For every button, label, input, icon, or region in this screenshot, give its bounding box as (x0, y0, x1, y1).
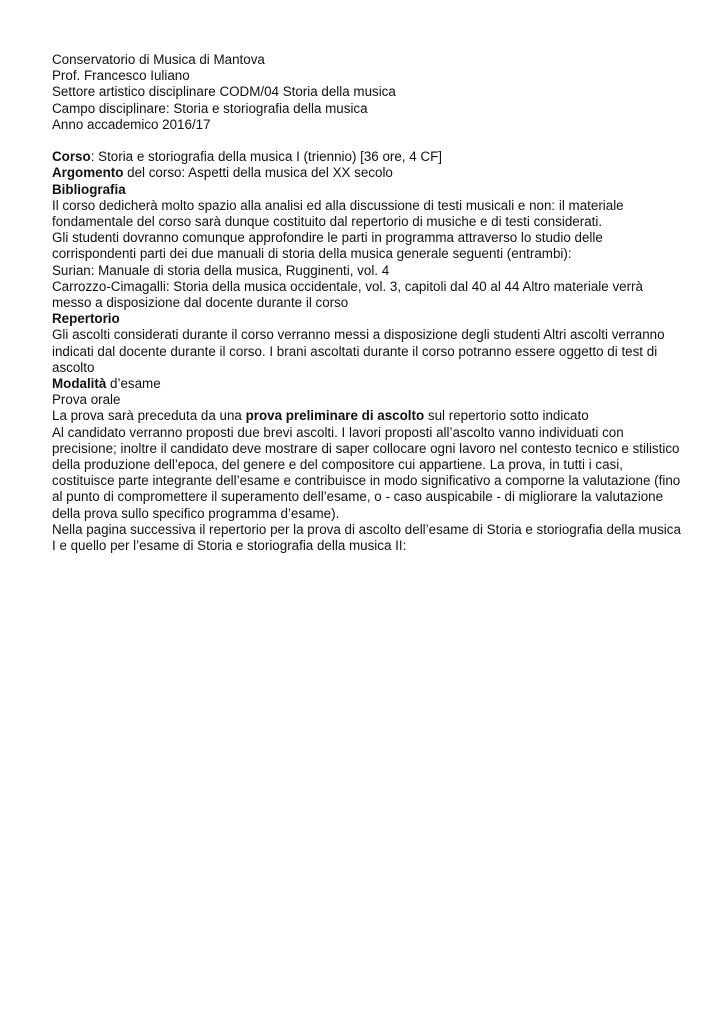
academic-year: Anno accademico 2016/17 (52, 116, 211, 132)
bibliography-reference-2: Carrozzo-Cimagalli: Storia della musica occidentale, vol. 3, capitoli dal 40 al 44 Altro materiale verrà messo a disposizione dal docente durante il corso (52, 278, 643, 311)
topic-text: del corso: Aspetti della musica del XX secolo (123, 165, 393, 181)
exam-heading (52, 376, 682, 392)
document-header (52, 52, 682, 133)
exam-intro-before: La prova sarà preceduta da una (52, 408, 246, 424)
exam-intro-bold: prova preliminare di ascolto (245, 408, 425, 424)
exam-label-rest: d’esame (106, 376, 161, 392)
repertoire-heading: Repertorio (52, 311, 120, 327)
course-line (52, 149, 682, 165)
topic-label: Argomento (52, 165, 124, 181)
spacer (52, 133, 682, 149)
exam-intro (52, 408, 682, 424)
bibliography-paragraph-2: Gli studenti dovranno comunque approfondire le parti in programma attraverso lo studio delle corrispondenti parti dei due manuali di storia della musica generale seguenti (entrambi): (52, 230, 603, 262)
next-page-note: Nella pagina successiva il repertorio per la prova di ascolto dell’esame di Storia e storiografia della musica I e quello per l’esame di Storia e storiografia della musica II: (52, 521, 681, 554)
repertoire-paragraph: Gli ascolti considerati durante il corso verranno messi a disposizione degli studenti Altri ascolti verranno indicati dal docente durante il corso. I brani ascoltati durante il corso potranno essere oggetto di test di ascolto (52, 327, 665, 375)
document-page (52, 52, 682, 554)
bibliography-reference-1: Surian: Manuale di storia della musica, Rugginenti, vol. 4 (52, 262, 390, 278)
discipline-field: Campo disciplinare: Storia e storiografia della musica (52, 100, 368, 116)
bibliography-heading: Bibliografia (52, 181, 126, 197)
course-text: : Storia e storiografia della musica I (triennio) [36 ore, 4 CF] (90, 149, 442, 165)
bibliography-paragraph-1: Il corso dedicherà molto spazio alla analisi ed alla discussione di testi musicali e non: il materiale fondamentale del corso sarà dunque costituito dal repertorio di musiche e di testi considerati. (52, 197, 624, 230)
discipline-sector: Settore artistico disciplinare CODM/04 Storia della musica (52, 84, 396, 100)
exam-description: Al candidato verranno proposti due brevi ascolti. I lavori proposti all’ascolto vanno individuati con precisione; inoltre il candidato deve mostrare di saper collocare ogni lavoro nel contesto tecnico e stilistico della produzione dell’epoca, del genere e del compositore cui appartiene. La prova, in tutti i casi, costituisce parte integrante dell’esame e contribuisce in modo significativo a comporne la valutazione (fino al punto di compromettere il superamento dell’esame, o - caso auspicabile - di migliorare la valutazione della prova sullo specifico programma d’esame). (52, 424, 681, 521)
professor-name: Prof. Francesco Iuliano (52, 68, 190, 84)
course-label: Corso (52, 149, 91, 165)
topic-line (52, 165, 682, 181)
institution-name: Conservatorio di Musica di Mantova (52, 52, 265, 67)
exam-label: Modalità (52, 376, 107, 392)
exam-type: Prova orale (52, 392, 121, 408)
exam-intro-after: sul repertorio sotto indicato (424, 408, 589, 424)
